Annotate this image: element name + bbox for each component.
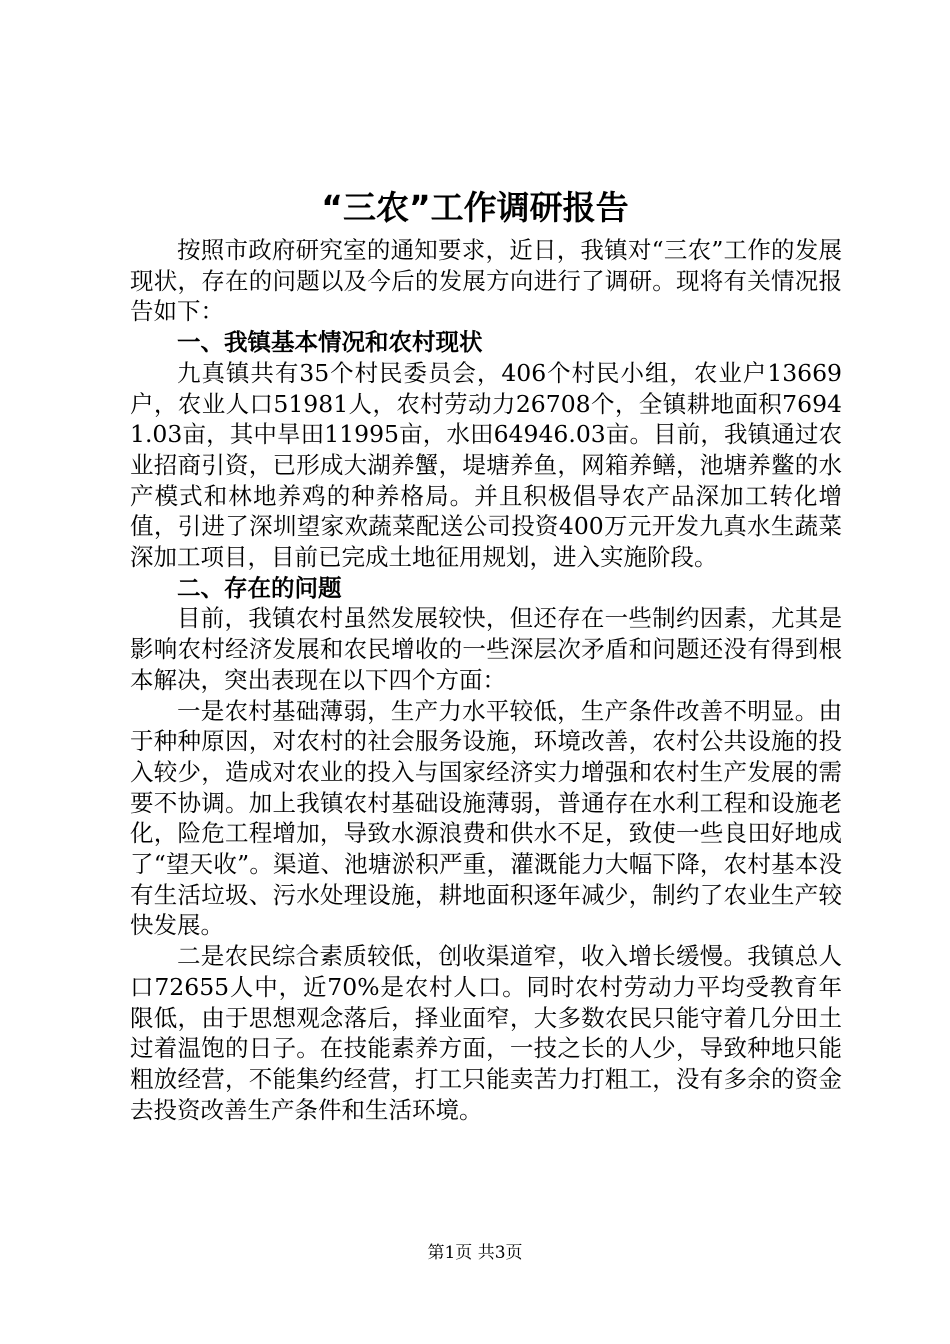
section-2-paragraph-1: 目前，我镇农村虽然发展较快，但还存在一些制约因素，尤其是影响农村经济发展和农民增收的一些深层次矛盾和问题还没有得到根本解决，突出表现在以下四个方面： <box>130 604 842 694</box>
section-1-paragraph: 九真镇共有35个村民委员会，406个村民小组，农业户13669户，农业人口51981人，农村劳动力26708个，全镇耕地面积76941.03亩，其中旱田11995亩，水田64946.03亩。目前，我镇通过农业招商引资，已形成大湖养蟹，堤塘养鱼，网箱养鳝，池塘养鳖的水产模式和林地养鸡的种养格局。并且积极倡导农产品深加工转化增值，引进了深圳望家欢蔬菜配送公司投资400万元开发九真水生蔬菜深加工项目，目前已完成土地征用规划，进入实施阶段。 <box>130 358 842 572</box>
section-heading-1: 一、我镇基本情况和农村现状 <box>177 328 483 357</box>
intro-paragraph: 按照市政府研究室的通知要求，近日，我镇对“三农”工作的发展现状，存在的问题以及今后的发展方向进行了调研。现将有关情况报告如下： <box>130 236 842 326</box>
section-heading-2: 二、存在的问题 <box>177 573 342 602</box>
document-body <box>130 235 842 1125</box>
section-2-paragraph-2: 一是农村基础薄弱，生产力水平较低，生产条件改善不明显。由于种种原因，对农村的社会服务设施，环境改善，农村公共设施的投入较少，造成对农业的投入与国家经济实力增强和农村生产发展的需要不协调。加上我镇农村基础设施薄弱，普通存在水利工程和设施老化，险危工程增加，导致水源浪费和供水不足，致使一些良田好地成了“望天收”。渠道、池塘淤积严重，灌溉能力大幅下降，农村基本没有生活垃圾、污水处理设施，耕地面积逐年减少，制约了农业生产较快发展。 <box>130 696 842 940</box>
section-2-paragraph-3: 二是农民综合素质较低，创收渠道窄，收入增长缓慢。我镇总人口72655人中，近70%是农村人口。同时农村劳动力平均受教育年限低，由于思想观念落后，择业面窄，大多数农民只能守着几分田土过着温饱的日子。在技能素养方面，一技之长的人少，导致种地只能粗放经营，不能集约经营，打工只能卖苦力打粗工，没有多余的资金去投资改善生产条件和生活环境。 <box>130 942 842 1124</box>
document-title: “三农”工作调研报告 <box>321 188 629 227</box>
page-footer: 第1页 共3页 <box>427 1243 523 1263</box>
